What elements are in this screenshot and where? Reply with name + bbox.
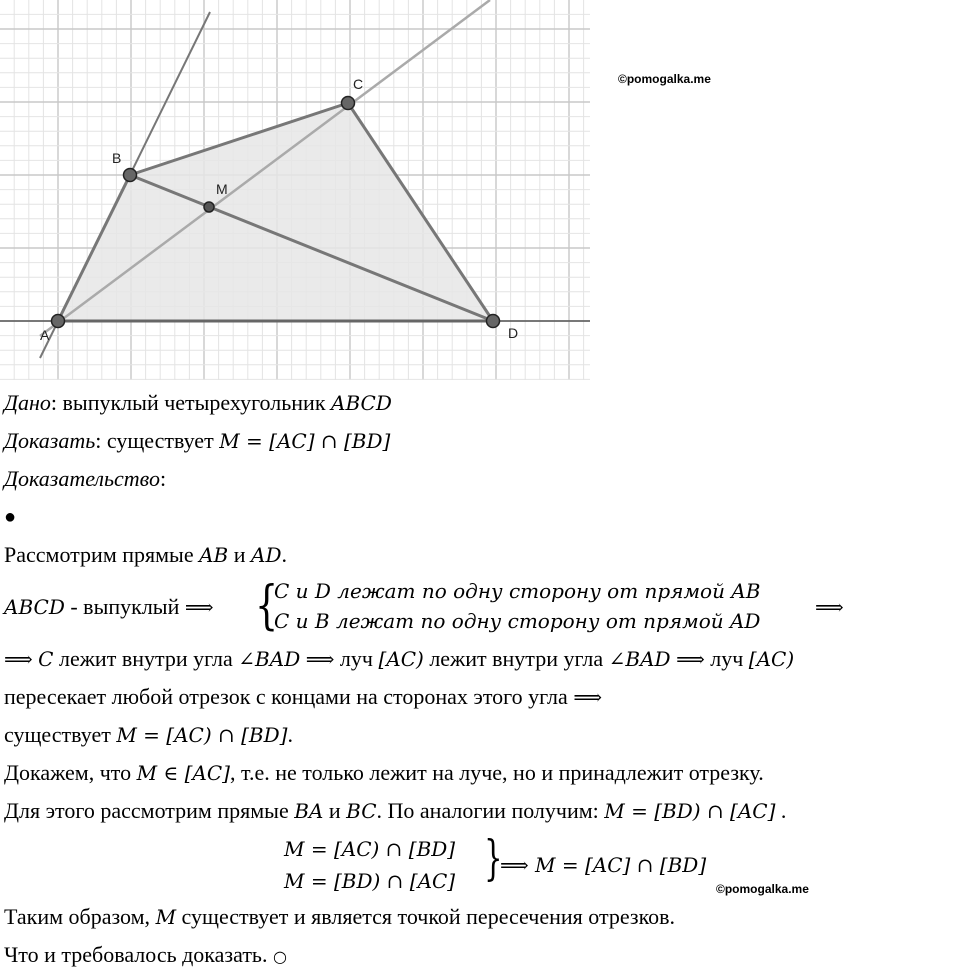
given-line [4,390,392,416]
l2-text: - выпуклый [70,594,180,619]
l2-row2: C и B лежат по одну сторону от прямой AD [274,609,761,633]
system-row1: M = [AC) ∩ [BD] [284,837,456,861]
proof-line-5: существует M = [AC) ∩ [BD]. [4,722,293,747]
prove-label: Доказать [4,428,96,453]
prove-line [4,428,390,454]
system-row2: M = [BD) ∩ [AC] [284,869,456,893]
system-result: ⟹ M = [AC] ∩ [BD] [500,853,707,877]
l1-m2: AD [251,543,282,567]
watermark-top: ©pomogalka.me [618,72,711,86]
given-text: выпуклый четырехугольник [62,390,326,415]
point-c [342,97,355,110]
bullet: ● [4,506,17,528]
prove-sep: : [95,428,102,453]
l1-m1: AB [199,543,229,567]
label-d: D [508,325,519,341]
l2-arrow2: ⟹ [815,595,844,619]
proof-line-3: ⟹ C лежит внутри угла ∠BAD ⟹ луч [AC) лежит внутри угла ∠BAD ⟹ луч [AC) [4,646,795,671]
prove-text: существует [106,428,214,453]
label-m: M [216,181,228,197]
point-b [124,169,137,182]
point-d [487,315,500,328]
given-label: Дано [4,390,51,415]
proof-line-9: Что и требовалось доказать. ○ [4,942,287,967]
proof-line-1 [4,542,287,568]
l2-row1: C и D лежат по одну сторону от прямой AB [274,579,761,603]
l2-arrow: ⟹ [184,595,214,619]
proof-line-7: Для этого рассмотрим прямые BA и BC. По аналогии получим: M = [BD) ∩ [AC] . [4,798,787,823]
proof-label: Доказательство [4,466,160,491]
prove-math: M = [AC] ∩ [BD] [219,429,391,453]
geometry-figure [0,0,600,385]
l1-end: . [281,542,288,567]
point-a [52,315,65,328]
watermark-bottom: ©pomogalka.me [716,882,809,896]
quadrilateral-fill [58,103,493,321]
proof-line-8: Таким образом, M существует и является точкой пересечения отрезков. [4,904,676,929]
l1-and: и [233,542,246,567]
right-brace: } [484,830,503,886]
l1-text: Рассмотрим прямые [4,542,194,567]
given-math: ABCD [331,391,392,415]
l2-m1: ABCD [4,595,65,619]
proof-line-6: Докажем, что M ∈ [AC], т.е. не только лежит на луче, но и принадлежит отрезку. [4,760,764,785]
proof-sep: : [159,466,167,491]
label-b: B [112,150,122,166]
proof-line-4: пересекает любой отрезок с концами на сторонах этого угла ⟹ [4,684,602,709]
label-c: C [353,76,364,92]
label-a: A [40,327,50,343]
proof-heading [4,466,166,492]
given-sep: : [50,390,58,415]
point-m [204,202,214,212]
left-brace: { [254,576,279,636]
proof-line-2 [4,594,214,620]
